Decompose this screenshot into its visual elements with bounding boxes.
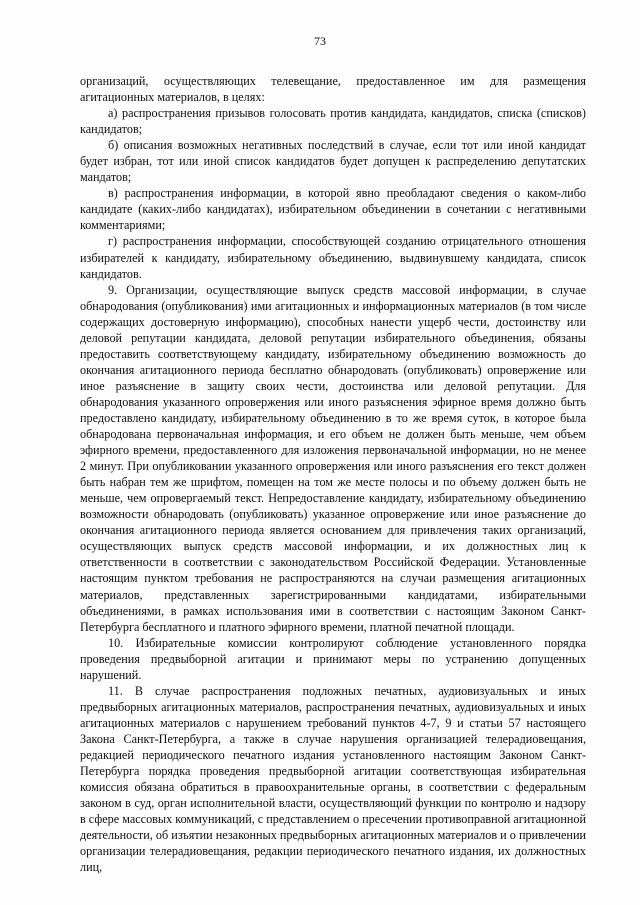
paragraph-item-a: а) распространения призывов голосовать против кандидата, кандидатов, списка (списков) кандидатов; bbox=[80, 106, 586, 137]
paragraph-item-v: в) распространения информации, в которой явно преобладают сведения о каком-либо кандидате (каких-либо кандидатах), избирательном объединении в сочетании с негативными комментариями; bbox=[80, 186, 586, 233]
paragraph-point-9: 9. Организации, осуществляющие выпуск средств массовой информации, в случае обнародования (опубликования) ими агитационных и информационных материалов (в том числе содержащих достоверную информацию), способных нанести ущерб чести, достоинству или деловой репутации кандидата, деловой репутации избирательного объединения, обязаны предоставить соответствующему кандидату, избирательному объединению возможность до окончания агитационного периода бесплатно обнародовать (опубликовать) опровержение или иное разъяснение в защиту своих чести, достоинства или деловой репутации. Для обнародования указанного опровержения или иного разъяснения эфирное время должно быть предоставлено кандидату, избирательному объединению в то же время суток, в которое была обнародована первоначальная информация, и его объем не должен быть меньше, чем объем эфирного времени, предоставленного для изложения первоначальной информации, но не менее 2 минут. При опубликовании указанного опровержения или иного разъяснения его текст должен быть набран тем же шрифтом, помещен на том же месте полосы и по объему должен быть не меньше, чем опровергаемый текст. Непредоставление кандидату, избирательному объединению возможности обнародовать (опубликовать) указанное опровержение или иное разъяснение до окончания агитационного периода является основанием для привлечения таких организаций, осуществляющих выпуск средств массовой информации, и их должностных лиц к ответственности в соответствии с законодательством Российской Федерации. Установленные настоящим пунктом требования не распространяются на случаи размещения агитационных материалов, представленных зарегистрированными кандидатами, избирательными объединениями, в рамках использования ими в соответствии с настоящим Законом Санкт-Петербурга бесплатного и платного эфирного времени, платной печатной площади. bbox=[80, 282, 586, 634]
paragraph-item-b: б) описания возможных негативных последствий в случае, если тот или иной кандидат будет избран, тот или иной список кандидатов будет допущен к распределению депутатских мандатов; bbox=[80, 138, 586, 185]
page-number: 73 bbox=[314, 34, 326, 48]
paragraph-continuation: организаций, осуществляющих телевещание, предоставленное им для размещения агитационных материалов, в целях: bbox=[80, 74, 586, 105]
document-body bbox=[80, 73, 586, 875]
paragraph-item-g: г) распространения информации, способствующей созданию отрицательного отношения избирателей к кандидату, избирательному объединению, выдвинувшему кандидата, список кандидатов. bbox=[80, 234, 586, 281]
paragraph-point-11: 11. В случае распространения подложных печатных, аудиовизуальных и иных предвыборных агитационных материалов, распространения печатных, аудиовизуальных и иных агитационных материалов с нарушением требований пунктов 4-7, 9 и статьи 57 настоящего Закона Санкт-Петербурга, а также в случае нарушения организацией телерадиовещания, редакцией периодического печатного издания установленного настоящим Законом Санкт-Петербурга порядка проведения предвыборной агитации соответствующая избирательная комиссия обязана обратиться в правоохранительные органы, в соответствии с федеральным законом в суд, орган исполнительной власти, осуществляющий функции по контролю и надзору в сфере массовых коммуникаций, с представлением о пресечении противоправной агитационной деятельности, об изъятии незаконных предвыборных агитационных материалов и о привлечении организации телерадиовещания, редакции периодического печатного издания, их должностных лиц, bbox=[80, 683, 586, 875]
paragraph-point-10: 10. Избирательные комиссии контролируют соблюдение установленного порядка проведения предвыборной агитации и принимают меры по устранению допущенных нарушений. bbox=[80, 635, 586, 682]
